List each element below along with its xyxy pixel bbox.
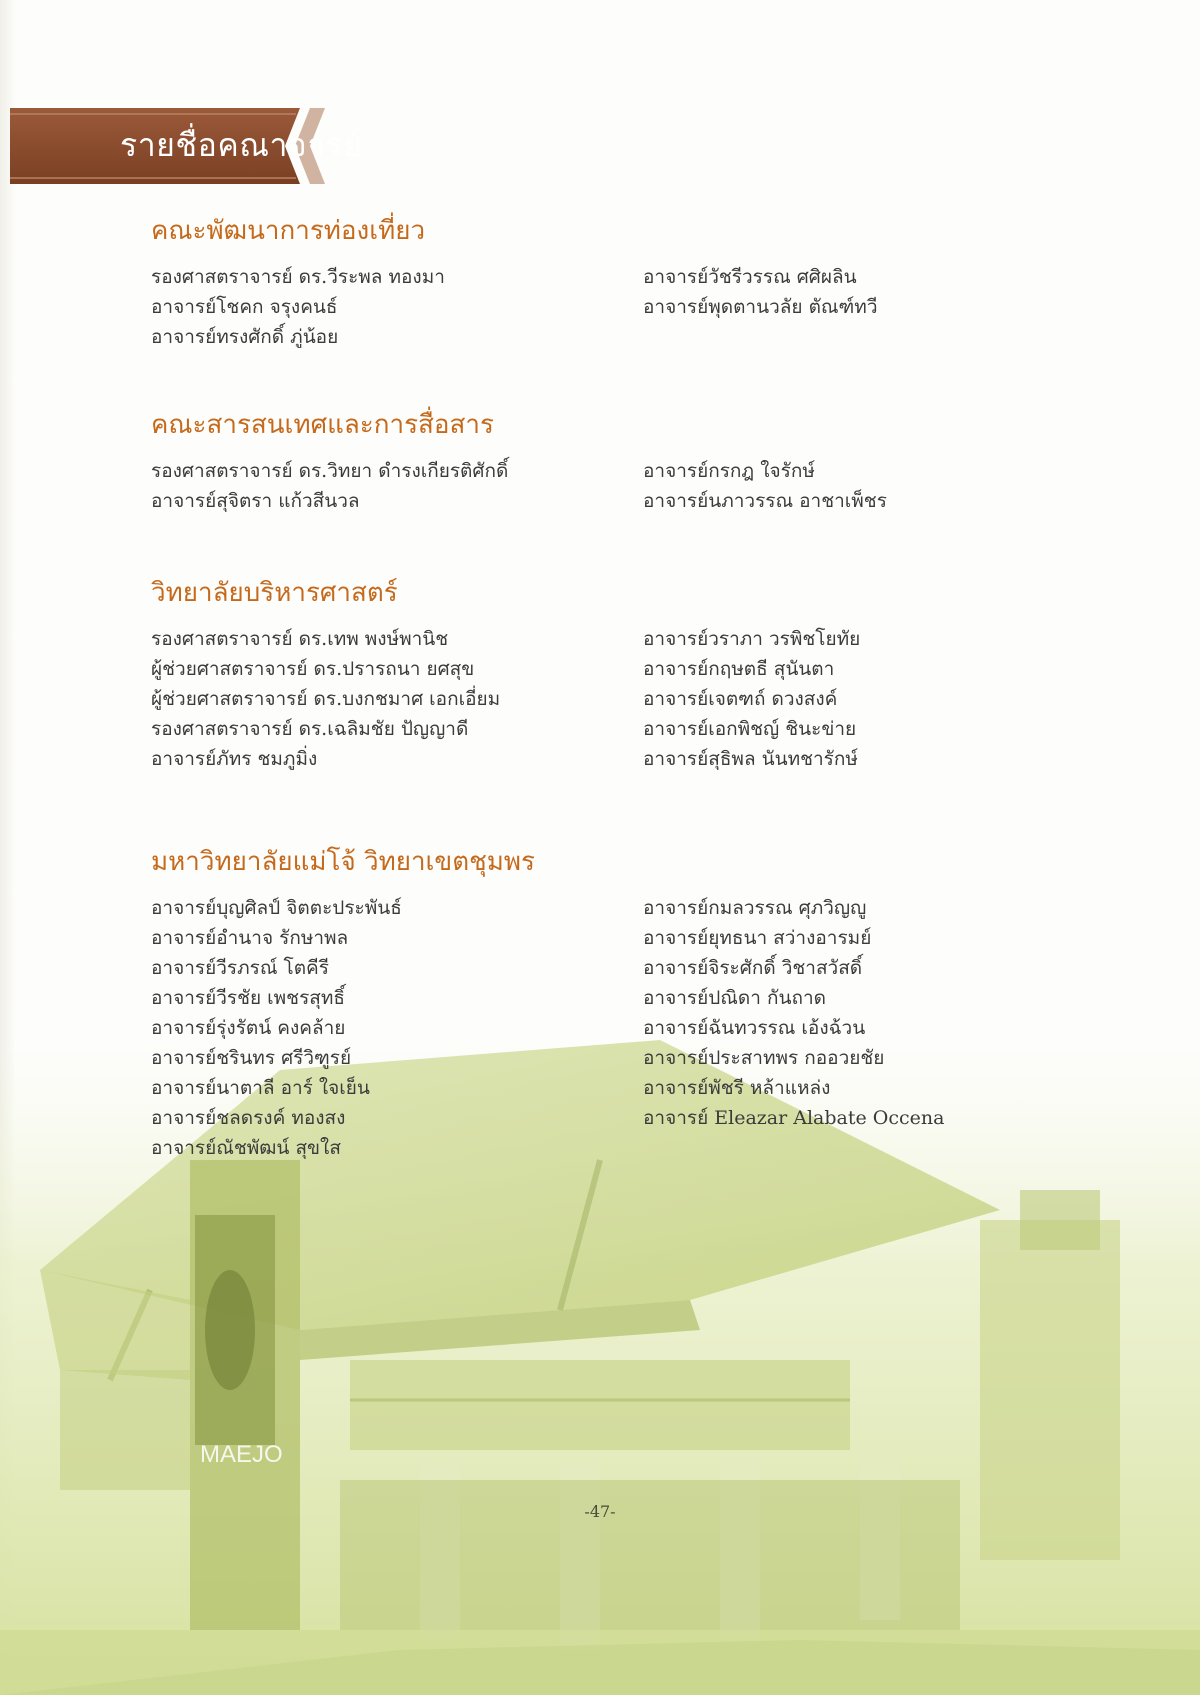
faculty-name: อาจารย์วีรภรณ์ โตคีรี: [151, 957, 329, 979]
faculty-name: อาจารย์ยุทธนา สว่างอารมย์: [643, 927, 872, 949]
faculty-name: อาจารย์พัชรี หล้าแหล่ง: [643, 1077, 831, 1099]
faculty-name: อาจารย์อำนาจ รักษาพล: [151, 927, 349, 949]
faculty-name: ผู้ช่วยศาสตราจารย์ ดร.บงกชมาศ เอกเอี่ยม: [151, 688, 501, 710]
faculty-name: อาจารย์กรกฎ ใจรักษ์: [643, 460, 815, 482]
faculty-section-tourism: [151, 214, 1151, 348]
faculty-name: อาจารย์เอกพิชญ์ ชินะข่าย: [643, 718, 857, 740]
faculty-name: อาจารย์ประสาทพร กออวยชัย: [643, 1047, 885, 1069]
section-title: คณะพัฒนาการท่องเที่ยว: [151, 216, 426, 246]
faculty-name: อาจารย์โชคก จรุงคนธ์: [151, 296, 338, 318]
faculty-name: อาจารย์ Eleazar Alabate Occena: [643, 1107, 945, 1129]
faculty-list-right: [643, 262, 1103, 322]
faculty-name: อาจารย์นภาวรรณ อาชาเพ็ชร: [643, 490, 887, 512]
faculty-name: อาจารย์ณัชพัฒน์ สุขใส: [151, 1137, 341, 1159]
faculty-name: อาจารย์นาตาลี อาร์ ใจเย็น: [151, 1077, 370, 1099]
faculty-list-left: [151, 262, 611, 352]
faculty-name: อาจารย์วัชรีวรรณ ศศิผลิน: [643, 266, 857, 288]
faculty-name: อาจารย์ปณิดา กันถาด: [643, 987, 826, 1009]
faculty-name: อาจารย์รุ่งรัตน์ คงคล้าย: [151, 1017, 346, 1039]
maejo-sign: MAEJO: [200, 1441, 283, 1468]
faculty-name: อาจารย์วีรชัย เพชรสุทธิ์: [151, 987, 345, 1009]
page-title: รายชื่อคณาจารย์: [120, 126, 363, 164]
faculty-list-right: [643, 624, 1103, 774]
faculty-name: อาจารย์ภัทร ชมภูมิ่ง: [151, 748, 318, 770]
faculty-name: รองศาสตราจารย์ ดร.วิทยา ดำรงเกียรติศักดิ์: [151, 460, 509, 482]
section-title: วิทยาลัยบริหารศาสตร์: [151, 578, 398, 608]
section-title: คณะสารสนเทศและการสื่อสาร: [151, 410, 494, 440]
faculty-name: อาจารย์กมลวรรณ ศุภวิญญู: [643, 897, 867, 919]
faculty-name: อาจารย์บุญศิลป์ จิตตะประพันธ์: [151, 897, 402, 919]
faculty-name: อาจารย์ทรงศักดิ์ ภู่น้อย: [151, 326, 339, 348]
faculty-list-right: [643, 893, 1103, 1133]
faculty-name: อาจารย์สุจิตรา แก้วสีนวล: [151, 490, 360, 512]
faculty-name: อาจารย์พุดตานวลัย ตัณฑ์ทวี: [643, 296, 878, 318]
faculty-name: อาจารย์จิระศักดิ์ วิชาสวัสดิ์: [643, 957, 863, 979]
faculty-name: อาจารย์กฤษตธี สุนันตา: [643, 658, 835, 680]
faculty-name: อาจารย์ฉันทวรรณ เอ้งฉ้วน: [643, 1017, 866, 1039]
faculty-name: รองศาสตราจารย์ ดร.เฉลิมชัย ปัญญาดี: [151, 718, 469, 740]
faculty-name: อาจารย์สุธิพล นันทชารักษ์: [643, 748, 858, 770]
faculty-list-left: [151, 456, 611, 516]
faculty-section-public-administration: [151, 576, 1151, 770]
faculty-name: อาจารย์วราภา วรพิชโยทัย: [643, 628, 861, 650]
faculty-name: รองศาสตราจารย์ ดร.เทพ พงษ์พานิช: [151, 628, 449, 650]
faculty-list-right: [643, 456, 1103, 516]
faculty-list-left: [151, 624, 611, 774]
faculty-name: อาจารย์ชรินทร ศรีวิฑูรย์: [151, 1047, 352, 1069]
faculty-section-information-communication: [151, 408, 1151, 512]
faculty-list-left: [151, 893, 611, 1163]
faculty-section-maejo-chumphon: [151, 845, 1151, 1159]
faculty-name: ผู้ช่วยศาสตราจารย์ ดร.ปรารถนา ยศสุข: [151, 658, 475, 680]
faculty-name: รองศาสตราจารย์ ดร.วีระพล ทองมา: [151, 266, 445, 288]
faculty-name: อาจารย์ชลดรงค์ ทองสง: [151, 1107, 346, 1129]
faculty-name: อาจารย์เจตฑถ์ ดวงสงค์: [643, 688, 838, 710]
page-number: -47-: [584, 1502, 616, 1521]
section-title: มหาวิทยาลัยแม่โจ้ วิทยาเขตชุมพร: [151, 847, 535, 877]
